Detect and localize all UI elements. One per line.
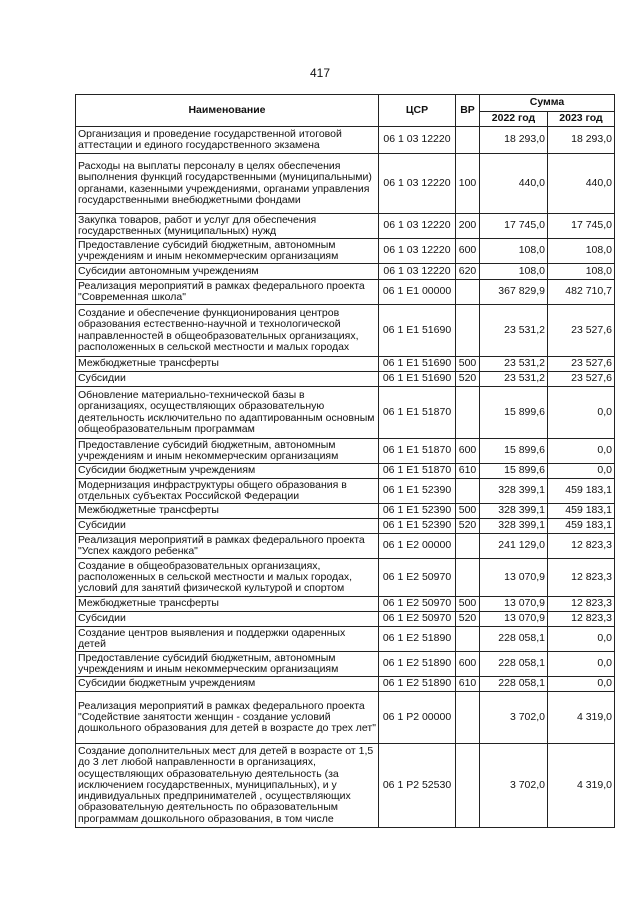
row-vr-cell: 500 [456, 597, 480, 612]
table-row [76, 214, 615, 239]
row-2023-cell: 482 710,7 [548, 280, 615, 305]
row-name-cell: Субсидии бюджетным учреждениям [76, 677, 379, 692]
row-2022-cell: 367 829,9 [480, 280, 548, 305]
row-2023-cell: 0,0 [548, 627, 615, 652]
table-row [76, 652, 615, 677]
table-row [76, 464, 615, 479]
row-vr-cell: 600 [456, 652, 480, 677]
table-row [76, 387, 615, 439]
row-vr-cell [456, 305, 480, 357]
table-row [76, 559, 615, 597]
row-csr-cell: 06 1 E2 50970 [379, 559, 456, 597]
row-csr-cell: 06 1 03 12220 [379, 127, 456, 154]
row-name-cell: Межбюджетные трансферты [76, 504, 379, 519]
header-csr: ЦСР [379, 95, 456, 127]
row-csr-cell: 06 1 E1 51870 [379, 439, 456, 464]
row-name-cell: Реализация мероприятий в рамках федерального проекта "Содействие занятости женщин - создание условий дошкольного образования для детей в возрасте до трех лет" [76, 692, 379, 744]
row-2022-cell: 18 293,0 [480, 127, 548, 154]
row-2022-cell: 328 399,1 [480, 504, 548, 519]
row-2023-cell: 12 823,3 [548, 612, 615, 627]
row-2023-cell: 4 319,0 [548, 692, 615, 744]
row-csr-cell: 06 1 E2 51890 [379, 677, 456, 692]
row-name-cell: Межбюджетные трансферты [76, 597, 379, 612]
row-csr-cell: 06 1 E2 50970 [379, 597, 456, 612]
row-csr-cell: 06 1 03 12220 [379, 154, 456, 214]
row-name-cell: Субсидии автономным учреждениям [76, 264, 379, 280]
page-number: 417 [309, 66, 331, 80]
row-vr-cell [456, 534, 480, 559]
row-2023-cell: 23 527,6 [548, 372, 615, 387]
row-vr-cell: 600 [456, 439, 480, 464]
row-csr-cell: 06 1 E2 00000 [379, 534, 456, 559]
row-name-cell: Создание и обеспечение функционирования центров образования естественно-научной и технологической направленностей в общеобразовательных организациях, расположенных в сельской местности и малых городах [76, 305, 379, 357]
row-name-cell: Модернизация инфраструктуры общего образования в отдельных субъектах Российской Федерации [76, 479, 379, 504]
table-row [76, 479, 615, 504]
row-csr-cell: 06 1 E2 51890 [379, 652, 456, 677]
row-vr-cell [456, 479, 480, 504]
row-vr-cell [456, 559, 480, 597]
header-2022: 2022 год [480, 112, 548, 127]
row-vr-cell: 100 [456, 154, 480, 214]
row-name-cell: Реализация мероприятий в рамках федерального проекта "Современная школа" [76, 280, 379, 305]
table-row [76, 627, 615, 652]
row-csr-cell: 06 1 E1 52390 [379, 519, 456, 534]
row-name-cell: Создание дополнительных мест для детей в возрасте от 1,5 до 3 лет любой направленности в организациях, осуществляющих образовательную деятельность (за исключением государственных, муниципальных), и у индивидуальных предпринимателей , осуществляющих образовательную деятельность по образовательным программам дошкольного образования, в том числе [76, 744, 379, 828]
row-name-cell: Межбюджетные трансферты [76, 357, 379, 372]
row-csr-cell: 06 1 E1 51690 [379, 305, 456, 357]
row-csr-cell: 06 1 E1 52390 [379, 504, 456, 519]
row-name-cell: Реализация мероприятий в рамках федерального проекта "Успех каждого ребенка" [76, 534, 379, 559]
row-vr-cell: 200 [456, 214, 480, 239]
row-2022-cell: 440,0 [480, 154, 548, 214]
row-vr-cell: 520 [456, 519, 480, 534]
header-sum: Сумма [480, 95, 615, 112]
row-csr-cell: 06 1 E1 51870 [379, 464, 456, 479]
row-2023-cell: 12 823,3 [548, 534, 615, 559]
row-2023-cell: 440,0 [548, 154, 615, 214]
table-row [76, 239, 615, 264]
row-2022-cell: 15 899,6 [480, 387, 548, 439]
table-row [76, 744, 615, 828]
row-vr-cell [456, 744, 480, 828]
row-2022-cell: 23 531,2 [480, 357, 548, 372]
row-2022-cell: 108,0 [480, 264, 548, 280]
table-row [76, 264, 615, 280]
table-row [76, 504, 615, 519]
row-2023-cell: 23 527,6 [548, 305, 615, 357]
row-2022-cell: 15 899,6 [480, 439, 548, 464]
table-header [76, 95, 615, 127]
table-row [76, 692, 615, 744]
row-2023-cell: 23 527,6 [548, 357, 615, 372]
row-csr-cell: 06 1 E1 51870 [379, 387, 456, 439]
row-name-cell: Создание в общеобразовательных организациях, расположенных в сельской местности и малых городах, условий для занятий физической культурой и спортом [76, 559, 379, 597]
table-row [76, 154, 615, 214]
row-name-cell: Расходы на выплаты персоналу в целях обеспечения выполнения функций государственными (муниципальными) органами, казенными учреждениями, органами управления государственными внебюджетными фондами [76, 154, 379, 214]
row-name-cell: Предоставление субсидий бюджетным, автономным учреждениям и иным некоммерческим организациям [76, 652, 379, 677]
table-row [76, 357, 615, 372]
row-2022-cell: 228 058,1 [480, 627, 548, 652]
row-vr-cell: 600 [456, 239, 480, 264]
row-2022-cell: 23 531,2 [480, 372, 548, 387]
table-row [76, 439, 615, 464]
row-csr-cell: 06 1 E1 51690 [379, 372, 456, 387]
row-2022-cell: 228 058,1 [480, 652, 548, 677]
row-2022-cell: 3 702,0 [480, 692, 548, 744]
table-row [76, 127, 615, 154]
row-csr-cell: 06 1 P2 52530 [379, 744, 456, 828]
row-2023-cell: 0,0 [548, 387, 615, 439]
row-name-cell: Создание центров выявления и поддержки одаренных детей [76, 627, 379, 652]
table-body [76, 127, 615, 828]
row-csr-cell: 06 1 P2 00000 [379, 692, 456, 744]
row-2022-cell: 17 745,0 [480, 214, 548, 239]
row-2022-cell: 13 070,9 [480, 597, 548, 612]
row-vr-cell [456, 127, 480, 154]
row-csr-cell: 06 1 E1 51690 [379, 357, 456, 372]
row-2022-cell: 13 070,9 [480, 612, 548, 627]
row-2023-cell: 4 319,0 [548, 744, 615, 828]
table-row [76, 612, 615, 627]
row-2023-cell: 108,0 [548, 264, 615, 280]
row-2022-cell: 241 129,0 [480, 534, 548, 559]
row-2022-cell: 108,0 [480, 239, 548, 264]
row-name-cell: Субсидии [76, 372, 379, 387]
row-2022-cell: 23 531,2 [480, 305, 548, 357]
row-name-cell: Обновление материально-технической базы в организациях, осуществляющих образовательную деятельность исключительно по адаптированным основным общеобразовательным программам [76, 387, 379, 439]
row-name-cell: Субсидии [76, 612, 379, 627]
row-2022-cell: 328 399,1 [480, 479, 548, 504]
header-vr: ВР [456, 95, 480, 127]
row-csr-cell: 06 1 E1 52390 [379, 479, 456, 504]
row-vr-cell: 610 [456, 464, 480, 479]
row-csr-cell: 06 1 E1 00000 [379, 280, 456, 305]
row-2022-cell: 328 399,1 [480, 519, 548, 534]
header-2023: 2023 год [548, 112, 615, 127]
row-2023-cell: 0,0 [548, 464, 615, 479]
row-2023-cell: 17 745,0 [548, 214, 615, 239]
table-row [76, 597, 615, 612]
row-vr-cell [456, 627, 480, 652]
table-row [76, 305, 615, 357]
row-2023-cell: 0,0 [548, 439, 615, 464]
row-name-cell: Предоставление субсидий бюджетным, автономным учреждениям и иным некоммерческим организациям [76, 439, 379, 464]
row-2023-cell: 18 293,0 [548, 127, 615, 154]
row-2023-cell: 459 183,1 [548, 504, 615, 519]
row-vr-cell [456, 387, 480, 439]
row-name-cell: Закупка товаров, работ и услуг для обеспечения государственных (муниципальных) нужд [76, 214, 379, 239]
row-csr-cell: 06 1 03 12220 [379, 214, 456, 239]
row-vr-cell: 500 [456, 504, 480, 519]
row-2023-cell: 0,0 [548, 652, 615, 677]
row-vr-cell [456, 280, 480, 305]
row-vr-cell: 500 [456, 357, 480, 372]
row-2022-cell: 15 899,6 [480, 464, 548, 479]
row-csr-cell: 06 1 03 12220 [379, 264, 456, 280]
row-csr-cell: 06 1 03 12220 [379, 239, 456, 264]
row-vr-cell [456, 692, 480, 744]
row-2022-cell: 3 702,0 [480, 744, 548, 828]
table-row [76, 519, 615, 534]
row-2022-cell: 228 058,1 [480, 677, 548, 692]
table-row [76, 372, 615, 387]
row-vr-cell: 520 [456, 372, 480, 387]
row-2023-cell: 108,0 [548, 239, 615, 264]
budget-table [75, 94, 615, 828]
row-csr-cell: 06 1 E2 51890 [379, 627, 456, 652]
row-2023-cell: 459 183,1 [548, 479, 615, 504]
row-2022-cell: 13 070,9 [480, 559, 548, 597]
table-row [76, 280, 615, 305]
row-2023-cell: 0,0 [548, 677, 615, 692]
header-name: Наименование [76, 95, 379, 127]
row-vr-cell: 520 [456, 612, 480, 627]
row-name-cell: Субсидии бюджетным учреждениям [76, 464, 379, 479]
row-vr-cell: 610 [456, 677, 480, 692]
row-csr-cell: 06 1 E2 50970 [379, 612, 456, 627]
row-vr-cell: 620 [456, 264, 480, 280]
row-2023-cell: 459 183,1 [548, 519, 615, 534]
row-2023-cell: 12 823,3 [548, 559, 615, 597]
table-row [76, 677, 615, 692]
row-2023-cell: 12 823,3 [548, 597, 615, 612]
row-name-cell: Организация и проведение государственной итоговой аттестации и единого государственного экзамена [76, 127, 379, 154]
row-name-cell: Предоставление субсидий бюджетным, автономным учреждениям и иным некоммерческим организациям [76, 239, 379, 264]
row-name-cell: Субсидии [76, 519, 379, 534]
table-row [76, 534, 615, 559]
